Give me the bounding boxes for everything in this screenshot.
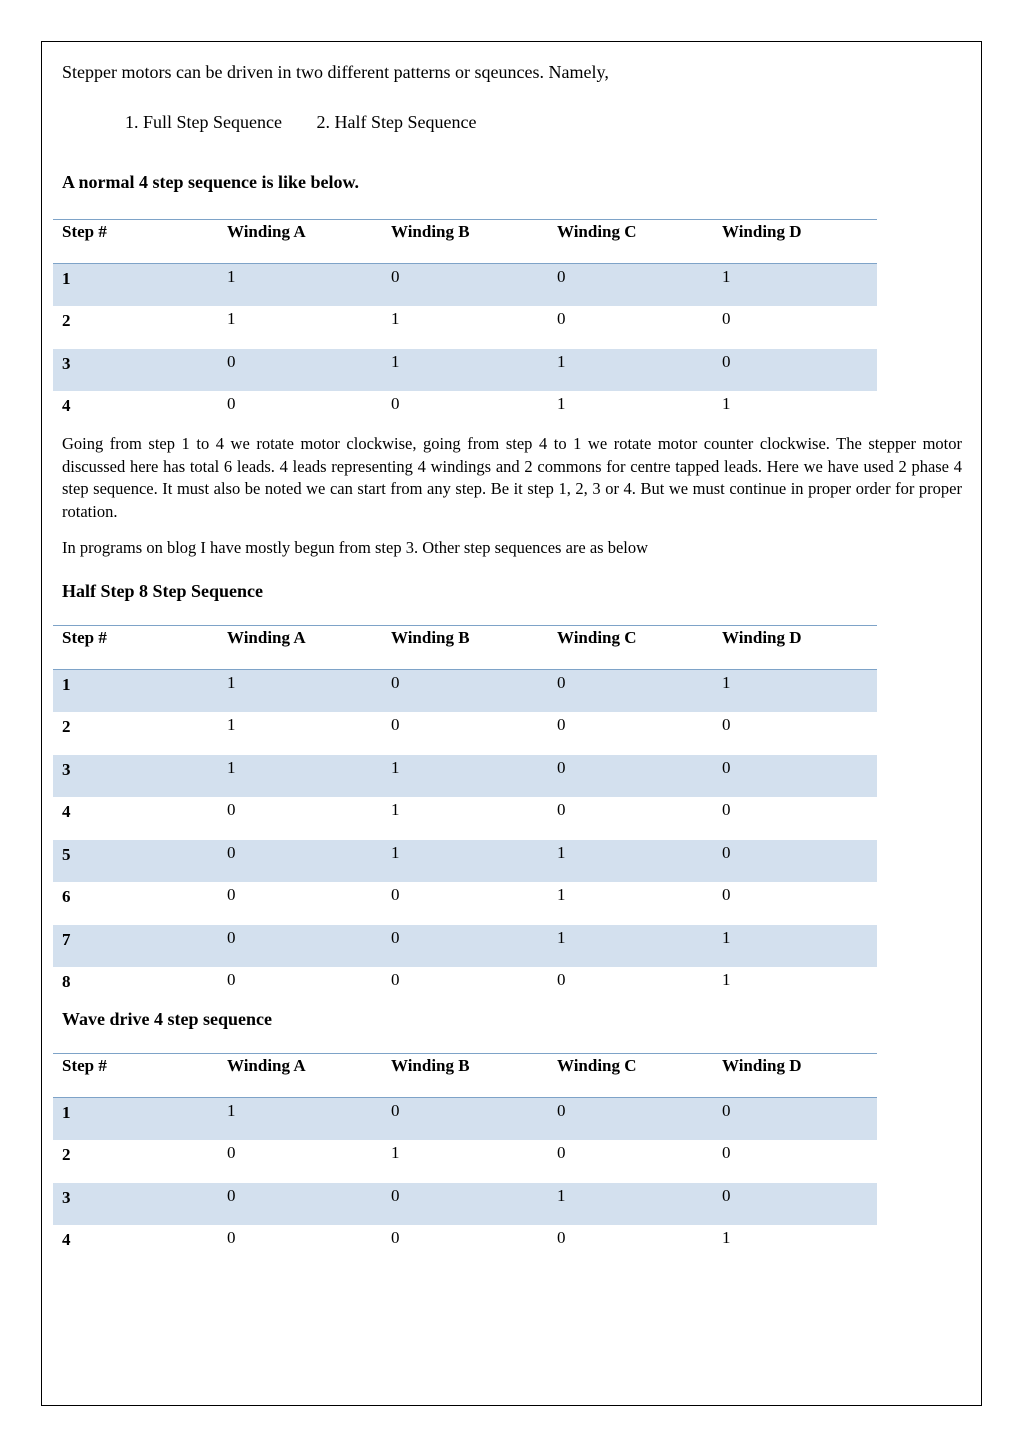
winding-a-cell: 1 (218, 264, 382, 307)
winding-d-cell: 0 (722, 1143, 731, 1162)
winding-b-cell: 0 (382, 1098, 548, 1141)
winding-d-cell: 0 (722, 800, 731, 819)
winding-a-cell: 0 (227, 394, 236, 413)
table-row (53, 840, 877, 883)
table-row (53, 1225, 877, 1268)
winding-b-cell: 0 (391, 1228, 400, 1247)
winding-d-cell: 1 (722, 970, 731, 989)
winding-d-cell: 0 (713, 349, 877, 392)
winding-c-cell: 1 (557, 394, 566, 413)
table-row (53, 755, 877, 798)
winding-c-cell: 0 (557, 800, 566, 819)
table-row (53, 306, 877, 349)
column-header-winding-b: Winding B (382, 220, 548, 264)
table-row (53, 712, 877, 755)
winding-b-cell: 0 (391, 970, 400, 989)
winding-c-cell: 1 (557, 885, 566, 904)
table-row (53, 925, 877, 968)
winding-c-cell: 1 (548, 840, 713, 883)
wave-drive-heading: Wave drive 4 step sequence (62, 1009, 272, 1029)
winding-b-cell: 1 (382, 840, 548, 883)
step-cell: 2 (62, 311, 71, 330)
winding-b-cell: 0 (391, 715, 400, 734)
winding-c-cell: 0 (557, 1143, 566, 1162)
full-step-table (53, 219, 877, 434)
winding-b-cell: 1 (382, 755, 548, 798)
step-cell: 2 (62, 717, 71, 736)
step-cell: 1 (53, 264, 218, 307)
table-row (53, 797, 877, 840)
winding-c-cell: 1 (548, 349, 713, 392)
step-cell: 5 (53, 840, 218, 883)
winding-d-cell: 0 (722, 885, 731, 904)
winding-b-cell: 0 (391, 885, 400, 904)
column-header-winding-a: Winding A (218, 1054, 382, 1098)
table-header-row (53, 1054, 877, 1098)
winding-a-cell: 1 (218, 755, 382, 798)
winding-c-cell: 0 (548, 670, 713, 713)
winding-a-cell: 1 (218, 670, 382, 713)
winding-d-cell: 0 (722, 715, 731, 734)
winding-d-cell: 0 (713, 1098, 877, 1141)
winding-a-cell: 0 (218, 1183, 382, 1226)
winding-b-cell: 0 (382, 264, 548, 307)
table-header-row (53, 626, 877, 670)
winding-a-cell: 0 (227, 885, 236, 904)
table-row (53, 882, 877, 925)
winding-b-cell: 1 (391, 1143, 400, 1162)
winding-c-cell: 0 (548, 264, 713, 307)
winding-a-cell: 1 (227, 715, 236, 734)
sequence-item-full-step: 1. Full Step Sequence (125, 112, 282, 132)
table-row (53, 1098, 877, 1141)
step-cell: 7 (53, 925, 218, 968)
table-row (53, 670, 877, 713)
winding-b-cell: 0 (382, 1183, 548, 1226)
column-header-step: Step # (53, 1054, 218, 1098)
winding-d-cell: 0 (713, 1183, 877, 1226)
column-header-step: Step # (53, 626, 218, 670)
winding-a-cell: 0 (218, 349, 382, 392)
step-cell: 3 (53, 349, 218, 392)
step-cell: 3 (53, 755, 218, 798)
column-header-winding-d: Winding D (713, 1054, 877, 1098)
intro-text: Stepper motors can be driven in two different patterns or sqeunces. Namely, (62, 62, 609, 82)
winding-c-cell: 1 (548, 1183, 713, 1226)
step-cell: 4 (62, 802, 71, 821)
winding-b-cell: 0 (382, 925, 548, 968)
winding-b-cell: 0 (382, 670, 548, 713)
step-cell: 8 (62, 972, 71, 991)
winding-b-cell: 0 (391, 394, 400, 413)
winding-c-cell: 0 (557, 970, 566, 989)
winding-d-cell: 1 (722, 1228, 731, 1247)
column-header-winding-d: Winding D (713, 220, 877, 264)
column-header-winding-c: Winding C (548, 220, 713, 264)
step-cell: 3 (53, 1183, 218, 1226)
step-cell: 2 (62, 1145, 71, 1164)
column-header-winding-a: Winding A (218, 626, 382, 670)
winding-b-cell: 1 (382, 349, 548, 392)
column-header-winding-b: Winding B (382, 626, 548, 670)
table-header-row (53, 220, 877, 264)
winding-c-cell: 0 (557, 309, 566, 328)
step-cell: 1 (53, 1098, 218, 1141)
winding-a-cell: 0 (218, 840, 382, 883)
winding-d-cell: 1 (713, 264, 877, 307)
step-cell: 4 (62, 1230, 71, 1249)
winding-d-cell: 0 (713, 755, 877, 798)
table-row (53, 1140, 877, 1183)
step-sequence-note: In programs on blog I have mostly begun from step 3. Other step sequences are as below (62, 538, 649, 557)
step-cell: 1 (53, 670, 218, 713)
half-step-heading: Half Step 8 Step Sequence (62, 581, 264, 601)
winding-c-cell: 1 (548, 925, 713, 968)
half-step-table (53, 625, 877, 1010)
column-header-winding-c: Winding C (548, 1054, 713, 1098)
winding-a-cell: 0 (227, 970, 236, 989)
table-row (53, 349, 877, 392)
table-row (53, 1183, 877, 1226)
winding-d-cell: 1 (722, 394, 731, 413)
step-cell: 4 (62, 396, 71, 415)
column-header-winding-d: Winding D (713, 626, 877, 670)
winding-c-cell: 0 (548, 755, 713, 798)
sequence-list (125, 112, 476, 133)
winding-a-cell: 0 (218, 925, 382, 968)
winding-a-cell: 0 (227, 1228, 236, 1247)
winding-d-cell: 1 (713, 925, 877, 968)
column-header-step: Step # (53, 220, 218, 264)
column-header-winding-c: Winding C (548, 626, 713, 670)
full-step-heading: A normal 4 step sequence is like below. (62, 172, 360, 192)
winding-c-cell: 0 (557, 715, 566, 734)
winding-c-cell: 0 (548, 1098, 713, 1141)
table-row (53, 264, 877, 307)
winding-d-cell: 0 (722, 309, 731, 328)
winding-a-cell: 0 (227, 800, 236, 819)
winding-d-cell: 1 (713, 670, 877, 713)
table-row (53, 391, 877, 434)
winding-b-cell: 1 (391, 309, 400, 328)
winding-a-cell: 0 (227, 1143, 236, 1162)
winding-b-cell: 1 (391, 800, 400, 819)
rotation-explanation-paragraph: Going from step 1 to 4 we rotate motor clockwise, going from step 4 to 1 we rotate motor counter clockwise. The stepper motor discussed here has total 6 leads. 4 leads representing 4 windings and 2 commons for centre tapped leads. Here we have used 2 phase 4 step sequence. It must also be noted we can start from any step. Be it step 1, 2, 3 or 4. But we must continue in proper order for proper rotation. (62, 434, 962, 521)
winding-d-cell: 0 (713, 840, 877, 883)
wave-drive-table (53, 1053, 877, 1268)
winding-c-cell: 0 (557, 1228, 566, 1247)
winding-a-cell: 1 (227, 309, 236, 328)
table-row (53, 967, 877, 1010)
winding-a-cell: 1 (218, 1098, 382, 1141)
sequence-item-half-step: 2. Half Step Sequence (316, 112, 477, 132)
step-cell: 6 (62, 887, 71, 906)
column-header-winding-a: Winding A (218, 220, 382, 264)
column-header-winding-b: Winding B (382, 1054, 548, 1098)
